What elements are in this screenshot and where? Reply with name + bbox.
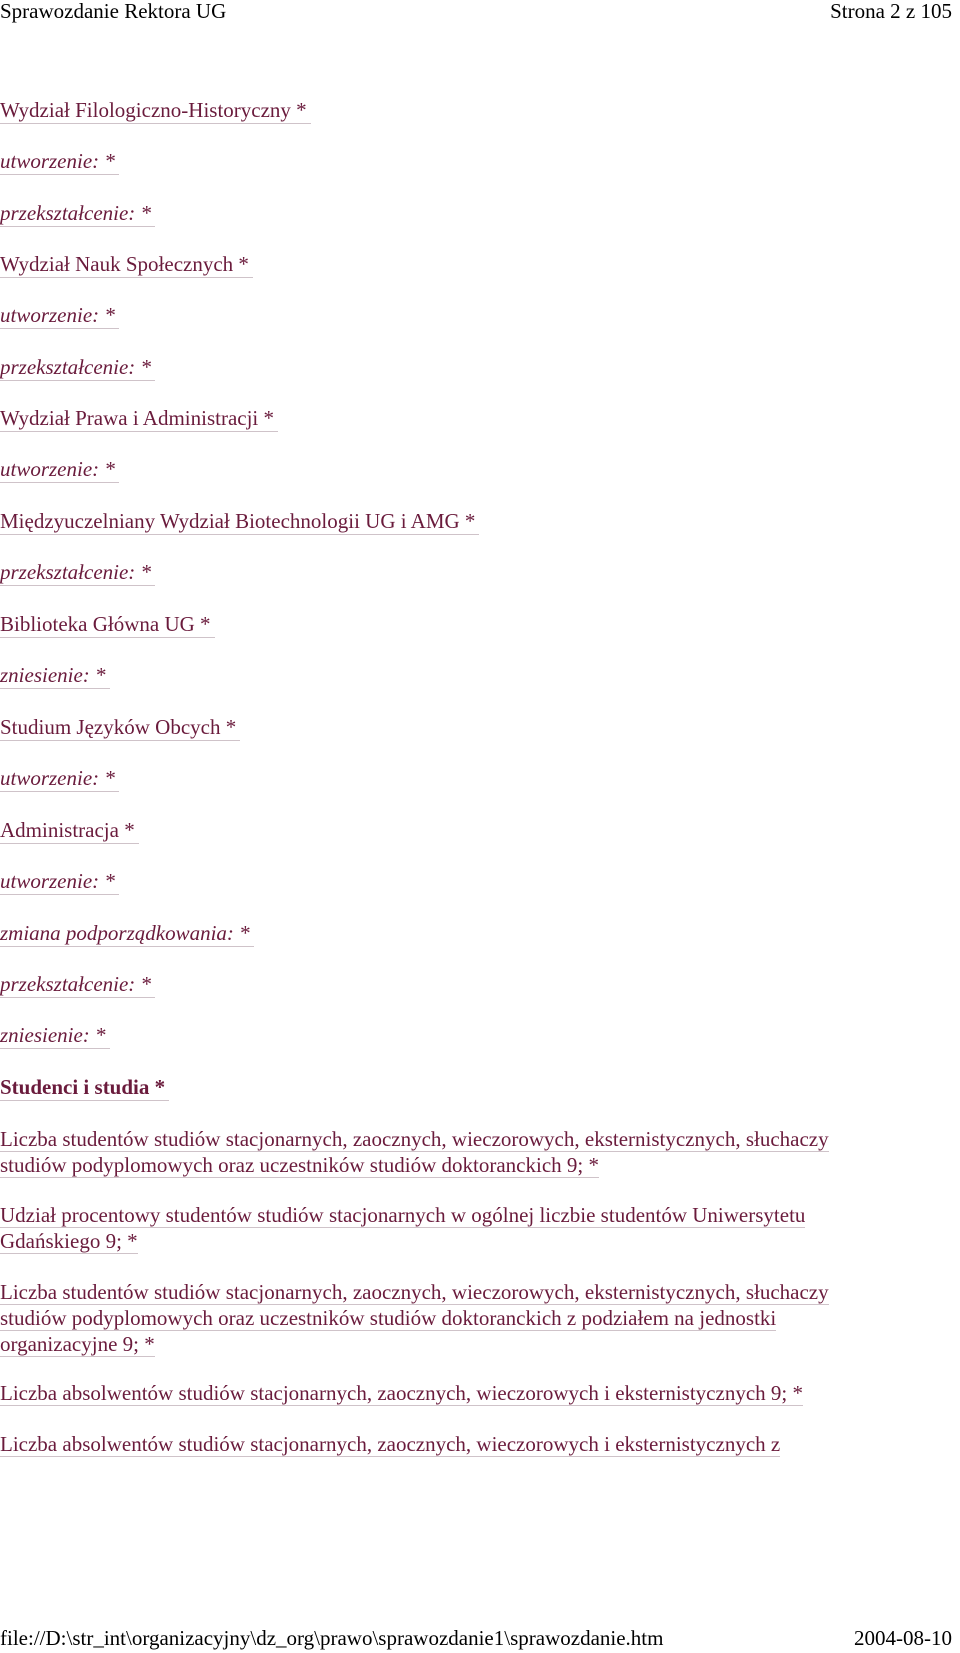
toc-link-utworzenie[interactable]: utworzenie: * <box>0 302 119 329</box>
toc-link-zniesienie[interactable]: zniesienie: * <box>0 662 110 689</box>
toc-link-liczba-absolwentow-z[interactable] <box>0 1431 784 1457</box>
toc-link-wydzial-nauk-spolecznych[interactable]: Wydział Nauk Społecznych * <box>0 251 253 278</box>
toc-link-line: Liczba studentów studiów stacjonarnych, zaocznych, wieczorowych, eksternistycznych, słuchaczy <box>0 1280 829 1304</box>
toc-link-line: Gdańskiego 9; * <box>0 1229 138 1253</box>
document-title: Sprawozdanie Rektora UG <box>0 0 227 23</box>
toc-link-utworzenie[interactable]: utworzenie: * <box>0 456 119 483</box>
page-header <box>0 0 952 28</box>
toc-link-utworzenie[interactable]: utworzenie: * <box>0 765 119 792</box>
toc-link-zniesienie[interactable]: zniesienie: * <box>0 1022 110 1049</box>
toc-link-wydzial-filologiczno-historyczny[interactable]: Wydział Filologiczno-Historyczny * <box>0 97 311 124</box>
toc-link-administracja[interactable]: Administracja * <box>0 817 139 844</box>
toc-link-utworzenie[interactable]: utworzenie: * <box>0 868 119 895</box>
toc-link-line: Liczba absolwentów studiów stacjonarnych, zaocznych, wieczorowych i eksternistycznych 9; * <box>0 1381 803 1405</box>
toc-link-liczba-studentow[interactable] <box>0 1126 833 1178</box>
toc-link-zmiana-podporzadkowania[interactable]: zmiana podporządkowania: * <box>0 920 254 947</box>
print-date: 2004-08-10 <box>854 1626 952 1650</box>
toc-link-udzial-procentowy[interactable] <box>0 1202 809 1254</box>
toc-link-line: studiów podyplomowych oraz uczestników studiów doktoranckich z podziałem na jednostki <box>0 1306 777 1330</box>
file-path: file://D:\str_int\organizacyjny\dz_org\prawo\sprawozdanie1\sprawozdanie.htm <box>0 1626 664 1650</box>
toc-link-wydzial-biotechnologii[interactable]: Międzyuczelniany Wydział Biotechnologii UG i AMG * <box>0 508 479 535</box>
page-number: Strona 2 z 105 <box>830 0 952 23</box>
toc-link-line: organizacyjne 9; * <box>0 1332 155 1356</box>
toc-link-liczba-studentow-jednostki[interactable] <box>0 1279 833 1357</box>
toc-link-line: Liczba studentów studiów stacjonarnych, zaocznych, wieczorowych, eksternistycznych, słuchaczy <box>0 1127 829 1151</box>
toc-link-line: studiów podyplomowych oraz uczestników studiów doktoranckich 9; * <box>0 1153 599 1177</box>
toc-link-studium-jezykow-obcych[interactable]: Studium Języków Obcych * <box>0 714 240 741</box>
page-footer <box>0 1626 952 1650</box>
toc-link-przeksztalcenie[interactable]: przekształcenie: * <box>0 200 155 227</box>
toc-link-liczba-absolwentow[interactable] <box>0 1380 807 1406</box>
toc-link-przeksztalcenie[interactable]: przekształcenie: * <box>0 559 155 586</box>
toc-link-wydzial-prawa-i-administracji[interactable]: Wydział Prawa i Administracji * <box>0 405 278 432</box>
toc-link-biblioteka-glowna[interactable]: Biblioteka Główna UG * <box>0 611 215 638</box>
toc-link-line: Liczba absolwentów studiów stacjonarnych, zaocznych, wieczorowych i eksternistycznych z <box>0 1432 781 1456</box>
toc-link-przeksztalcenie[interactable]: przekształcenie: * <box>0 971 155 998</box>
toc-link-przeksztalcenie[interactable]: przekształcenie: * <box>0 354 155 381</box>
toc-link-line: Udział procentowy studentów studiów stacjonarnych w ogólnej liczbie studentów Uniwersytetu <box>0 1203 806 1227</box>
toc-link-utworzenie[interactable]: utworzenie: * <box>0 148 119 175</box>
toc-link-studenci-i-studia[interactable]: Studenci i studia * <box>0 1074 169 1101</box>
